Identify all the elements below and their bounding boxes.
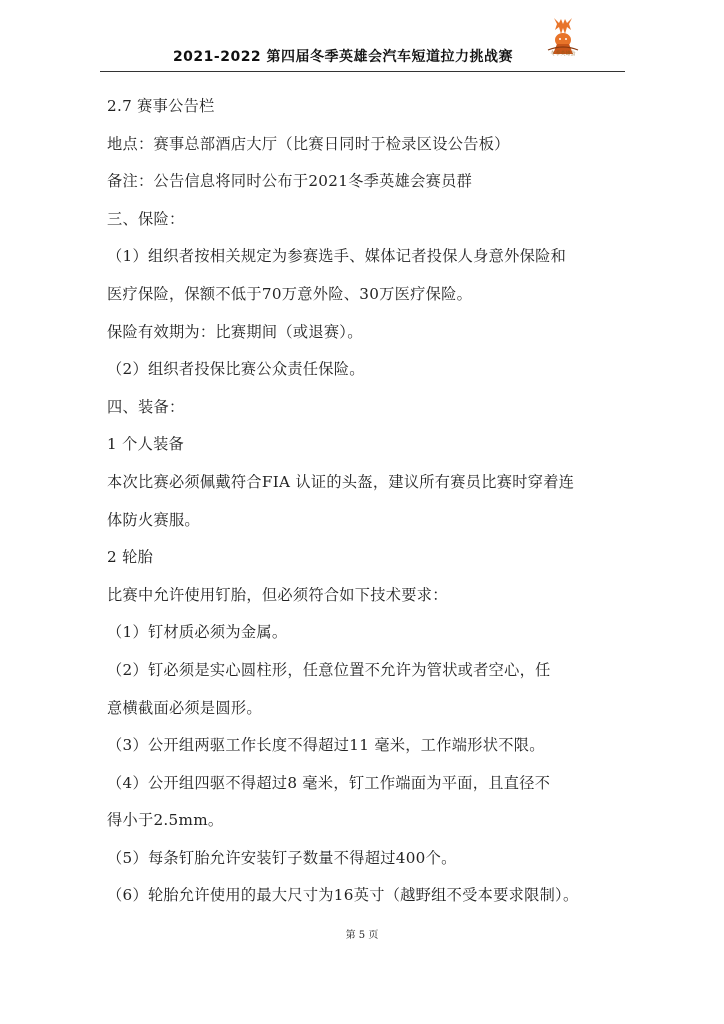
- logo-text: 冬季英雄会: [550, 51, 576, 57]
- section-heading-equipment: 四、装备：: [107, 397, 185, 416]
- paragraph-helmet-cont: 体防火赛服。: [107, 510, 200, 529]
- header-divider: [100, 71, 625, 72]
- paragraph-insurance-period: 保险有效期为：比赛期间（或退赛）。: [107, 322, 363, 341]
- list-item-2wd-length: （3）公开组两驱工作长度不得超过11 毫米，工作端形状不限。: [107, 736, 545, 755]
- paragraph-studded-tires: 比赛中允许使用钉胎，但必须符合如下技术要求：: [107, 585, 448, 604]
- list-item-stud-shape: （2）钉必须是实心圆柱形，任意位置不允许为管状或者空心，任: [107, 660, 551, 679]
- header-title: 2021-2022 第四届冬季英雄会汽车短道拉力挑战赛: [172, 49, 514, 65]
- paragraph-location: 地点：赛事总部酒店大厅（比赛日同时于检录区设公告板）: [107, 134, 510, 153]
- document-body: [107, 88, 627, 915]
- page-header: [0, 0, 724, 80]
- paragraph-helmet: 本次比赛必须佩戴符合FIA 认证的头盔，建议所有赛员比赛时穿着连: [107, 472, 575, 491]
- list-item-stud-material: （1）钉材质必须为金属。: [107, 623, 288, 642]
- section-heading-bulletin: 2.7 赛事公告栏: [107, 97, 215, 115]
- paragraph-insurance-2: （2）组织者投保比赛公众责任保险。: [107, 360, 365, 379]
- list-item-4wd-length: （4）公开组四驱不得超过8 毫米，钉工作端面为平面，且直径不: [107, 773, 551, 792]
- paragraph-insurance-1: （1）组织者按相关规定为参赛选手、媒体记者投保人身意外保险和: [107, 247, 567, 266]
- page-number: 第 5 页: [345, 930, 379, 941]
- list-item-tire-size: （6）轮胎允许使用的最大尺寸为16英寸（越野组不受本要求限制）。: [107, 886, 579, 905]
- subheading-personal-equipment: 1 个人装备: [107, 435, 185, 454]
- section-heading-insurance: 三、保险：: [107, 209, 185, 228]
- paragraph-remark: 备注：公告信息将同时公布于2021冬季英雄会赛员群: [107, 172, 473, 191]
- list-item-stud-count: （5）每条钉胎允许安装钉子数量不得超过400个。: [107, 848, 457, 867]
- list-item-stud-shape-cont: 意横截面必须是圆形。: [107, 698, 262, 717]
- paragraph-insurance-1-cont: 医疗保险，保额不低于70万意外险、30万医疗保险。: [107, 284, 473, 303]
- list-item-4wd-length-cont: 得小于2.5mm。: [107, 811, 224, 830]
- subheading-tires: 2 轮胎: [107, 548, 154, 567]
